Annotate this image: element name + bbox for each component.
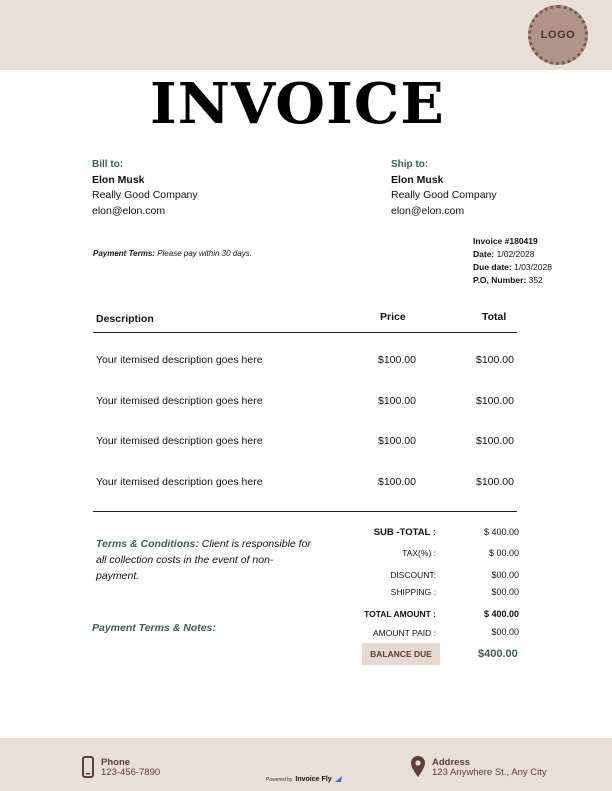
tax-label: TAX(%) : <box>402 548 436 558</box>
address-text: 123 Anywhere St., Any City <box>432 767 547 778</box>
address-label: Address <box>432 757 471 768</box>
terms-label: Terms & Conditions: <box>96 538 199 550</box>
table-row <box>0 435 612 451</box>
row-total: $100.00 <box>476 476 514 488</box>
table-row <box>0 354 612 370</box>
row-description: Your itemised description goes here <box>96 354 263 366</box>
po-number-value: 352 <box>528 275 543 285</box>
table-header-divider <box>93 332 517 333</box>
po-number-label: P.O, Number: <box>473 275 527 285</box>
bill-to-email: elon@elon.com <box>92 204 166 217</box>
subtotal-label: SUB -TOTAL : <box>373 527 436 538</box>
ship-to-label: Ship to: <box>391 159 429 170</box>
logo-text: LOGO <box>540 29 576 41</box>
bill-to-name: Elon Musk <box>92 173 145 186</box>
due-date-label: Due date: <box>473 262 512 272</box>
invoice-meta <box>473 235 552 287</box>
discount-value: $00.00 <box>491 570 519 580</box>
row-price: $100.00 <box>378 395 416 407</box>
invoice-number: Invoice #180419 <box>473 236 538 246</box>
phone-label: Phone <box>101 757 131 768</box>
row-price: $100.00 <box>378 354 416 366</box>
table-row <box>0 476 612 492</box>
shipping-value: $00.00 <box>491 587 519 597</box>
payment-notes-label: Payment Terms & Notes: <box>92 622 216 634</box>
header-description: Description <box>96 313 154 325</box>
bill-to-company: Really Good Company <box>92 189 198 201</box>
powered-by <box>266 776 343 783</box>
row-description: Your itemised description goes here <box>96 435 263 447</box>
row-total: $100.00 <box>476 354 514 366</box>
ship-to-block <box>391 157 497 219</box>
amount-paid-value: $00.00 <box>491 627 519 637</box>
subtotal-value: $ 400.00 <box>483 527 519 537</box>
bill-to-label: Bill to: <box>92 159 124 170</box>
ship-to-email: elon@elon.com <box>391 204 465 217</box>
table-row <box>0 395 612 411</box>
ship-to-name: Elon Musk <box>391 173 444 186</box>
phone-number: 123-456-7890 <box>101 767 161 778</box>
header-price: Price <box>380 311 406 323</box>
logo-placeholder <box>528 5 588 65</box>
balance-due-label: BALANCE DUE <box>362 643 440 665</box>
amount-paid-label: AMOUNT PAID : <box>373 628 436 638</box>
date-label: Date: <box>473 249 495 259</box>
brand-logo-icon <box>335 776 343 783</box>
row-total: $100.00 <box>476 435 514 447</box>
due-date-value: 1/03/2028 <box>514 262 552 272</box>
powered-by-text: Powered by <box>266 776 293 783</box>
row-description: Your itemised description goes here <box>96 395 263 407</box>
payment-terms-label: Payment Terms: <box>93 249 155 258</box>
invoice-title: INVOICE <box>150 71 445 137</box>
ship-to-company: Really Good Company <box>391 189 497 201</box>
bill-to-block <box>92 157 198 219</box>
terms-and-conditions <box>96 536 311 584</box>
row-description: Your itemised description goes here <box>96 476 263 488</box>
header-band <box>0 0 612 70</box>
total-amount-value: $ 400.00 <box>483 609 519 619</box>
phone-icon <box>82 756 94 778</box>
terms-text: Client is responsible for all collection costs in the event of non-payment. <box>96 538 311 582</box>
row-price: $100.00 <box>378 476 416 488</box>
row-price: $100.00 <box>378 435 416 447</box>
payment-terms-text: Please pay within 30 days. <box>157 249 252 258</box>
discount-label: DISCOUNT: <box>390 570 436 580</box>
total-amount-label: TOTAL AMOUNT : <box>364 609 436 619</box>
tax-value: $ 00.00 <box>488 548 519 558</box>
shipping-label: SHIPPING : <box>390 587 436 597</box>
header-total: Total <box>482 311 507 323</box>
row-total: $100.00 <box>476 395 514 407</box>
location-pin-icon <box>411 756 425 777</box>
brand-name: Invoice Fly <box>295 776 332 783</box>
payment-terms <box>93 249 252 258</box>
date-value: 1/02/2028 <box>496 249 535 259</box>
table-bottom-divider <box>93 511 517 512</box>
balance-due-value: $400.00 <box>478 648 518 660</box>
